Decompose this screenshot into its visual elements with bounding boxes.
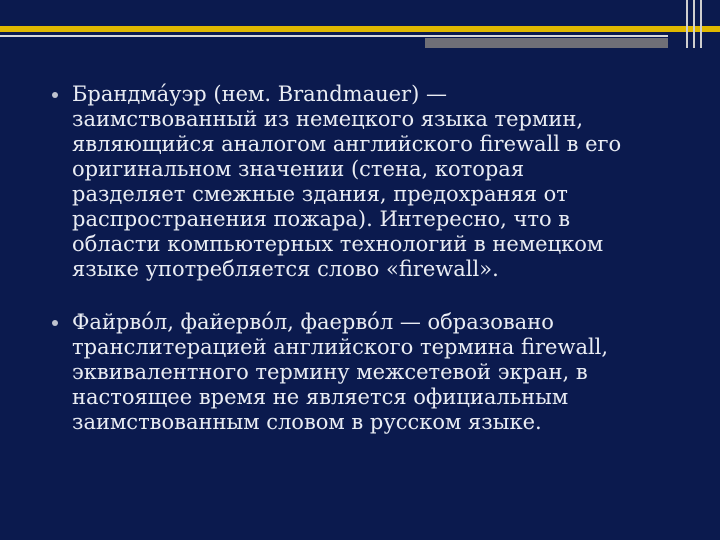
bullet-icon bbox=[52, 320, 58, 326]
header-gray-band bbox=[425, 38, 668, 48]
header-vertical-line bbox=[686, 0, 688, 48]
bullet-item bbox=[44, 310, 684, 435]
header-divider-line bbox=[0, 35, 668, 37]
header-vertical-line bbox=[693, 0, 695, 48]
bullet-icon bbox=[52, 92, 58, 98]
bullet-item bbox=[44, 82, 684, 282]
slide-body bbox=[44, 82, 684, 463]
header-accent-bar bbox=[0, 26, 720, 32]
bullet-text: Файрво́л, файерво́л, фаерво́л — образовано транслитерацией английского термина firewall, эквивалентного термину межсетевой экран, в настоящее время не является официальным заимствованным словом в русском языке. bbox=[72, 310, 609, 434]
bullet-text: Брандма́уэр (нем. Brandmauer) — заимствованный из немецкого языка термин, являющийся аналогом английского firewall в его оригинальном значении (стена, которая разделяет смежные здания, предохраняя от распространения пожара). Интересно, что в области компьютерных технологий в немецком языке употребляется слово «firewall». bbox=[72, 82, 622, 281]
header-vertical-line bbox=[700, 0, 702, 48]
